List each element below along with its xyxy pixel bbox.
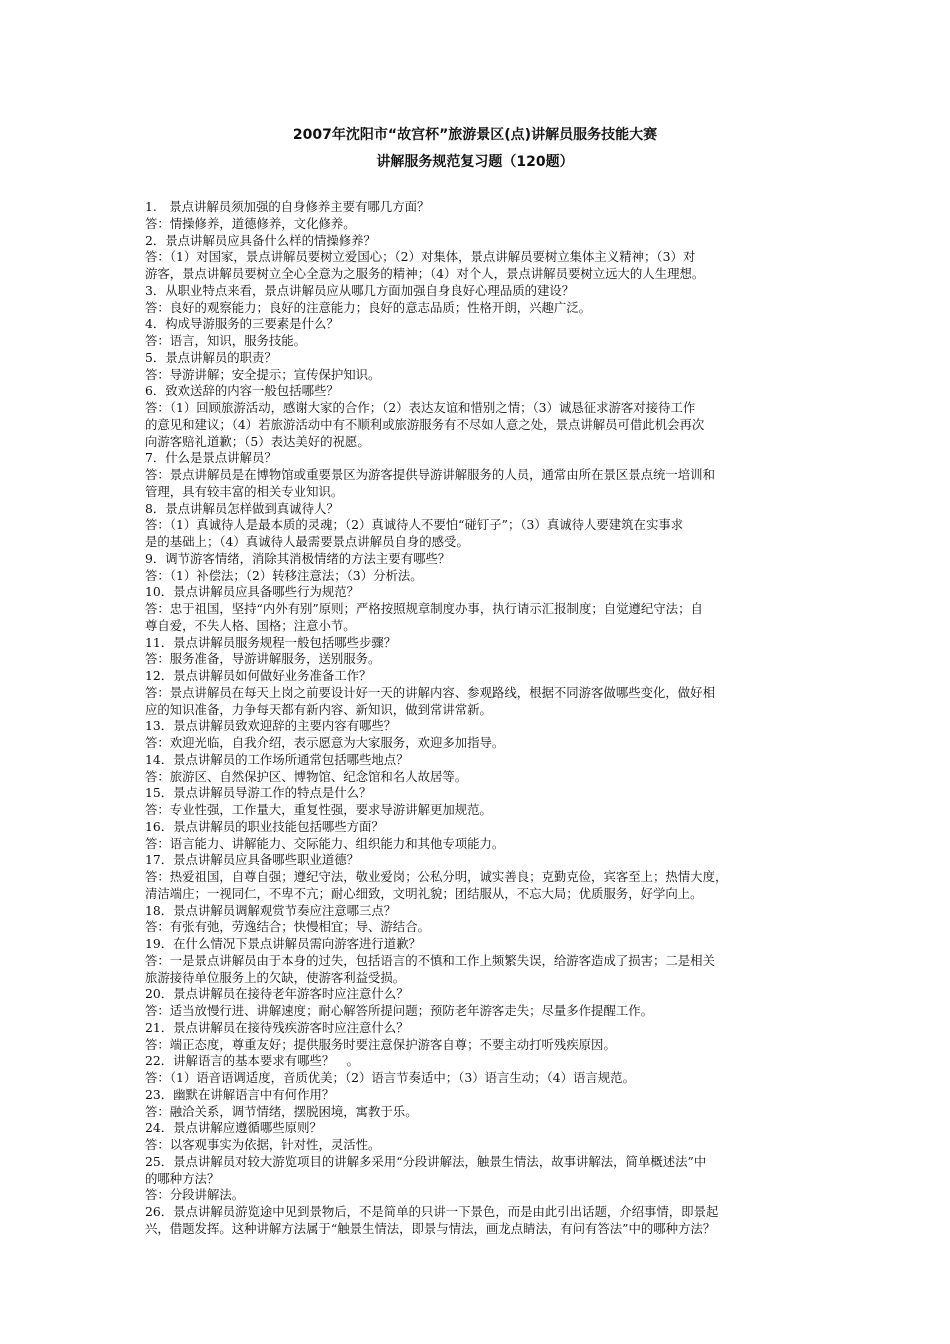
text-line: 22．讲解语言的基本要求有哪些？ 。	[145, 1053, 360, 1069]
text-line: 26．景点讲解员游览途中见到景物后，不是简单的只讲一下景色，而是由此引出话题，介绍事情，即景起	[145, 1204, 719, 1219]
text-line: 11．景点讲解员服务规程一般包括哪些步骤？	[145, 634, 397, 650]
text-line: 答：（1）语音语调适度，音质优美；（2）语言节奏适中；（3）语言生动；（4）语言规范。	[145, 1070, 635, 1085]
text-line: 答：良好的观察能力；良好的注意能力；良好的意志品质；性格开朗，兴趣广泛。	[145, 299, 592, 315]
text-line: 答：欢迎光临，自我介绍，表示愿意为大家服务，欢迎多加指导。	[145, 735, 505, 750]
text-line: 管理，具有较丰富的相关专业知识。	[145, 483, 344, 499]
text-line: 25．景点讲解员对较大游览项目的讲解多采用“分段讲解法，触景生情法，故事讲解法，简单概述法”中	[145, 1153, 707, 1169]
text-line: 2．景点讲解员应具备什么样的情操修养？	[145, 232, 376, 248]
text-line: 答：（1）补偿法；（2）转移注意法；（3）分析法。	[145, 567, 423, 583]
text-line: 4．构成导游服务的三要素是什么？	[145, 316, 339, 332]
text-line: 答：一是景点讲解员由于本身的过失，包括语言的不慎和工作上频繁失误，给游客造成了损害；二是相关	[145, 952, 715, 968]
text-line: 答：语言，知识，服务技能。	[145, 333, 307, 348]
text-line: 游客，景点讲解员要树立全心全意为之服务的精神；（4）对个人，景点讲解员要树立远大的人生理想。	[145, 266, 705, 281]
text-line: 答：忠于祖国，坚持“内外有别”原则；严格按照规章制度办事，执行请示汇报制度；自觉遵纪守法；自	[145, 601, 703, 616]
text-line: 向游客赔礼道歉；（5）表达美好的祝愿。	[145, 433, 370, 449]
text-line: 清洁端庄；一视同仁，不卑不亢；耐心细致，文明礼貌；团结服从，不忘大局；优质服务，好学向上。	[145, 885, 703, 901]
text-line: 答：专业性强，工作量大，重复性强，要求导游讲解更加规范。	[145, 802, 492, 817]
text-line: 17．景点讲解员应具备哪些职业道德？	[145, 852, 360, 868]
text-line: 3．从职业特点来看，景点讲解员应从哪几方面加强自身良好心理品质的建设？	[145, 282, 575, 298]
text-line: 21．景点讲解员在接待残疾游客时应注意什么？	[145, 1019, 409, 1035]
text-line: 答：（1）对国家，景点讲解员要树立爱国心；（2）对集体，景点讲解员要树立集体主义精神；（3）对	[145, 249, 696, 265]
text-line: 23．幽默在讲解语言中有何作用？	[145, 1086, 335, 1102]
document-title: 2007年沈阳市“故宫杯”旅游景区(点)讲解员服务技能大赛	[292, 127, 658, 143]
text-line: 8．景点讲解员怎样做到真诚待人？	[145, 500, 339, 516]
text-line: 答：语言能力、讲解能力、交际能力、组织能力和其他专项能力。	[145, 835, 505, 851]
text-line: 答：适当放慢行进、讲解速度；耐心解答所提问题；预防老年游客走失；尽量多作提醒工作。	[145, 1003, 654, 1018]
text-line: 旅游接待单位服务上的欠缺，使游客利益受损。	[145, 969, 406, 985]
qa-content	[145, 199, 815, 1238]
text-line: 的意见和建议；（4）若旅游活动中有不顺利或旅游服务有不尽如人意之处，景点讲解员可借此机会再次	[145, 416, 705, 432]
text-line: 是的基础上；（4）真诚待人最需要景点讲解员自身的感受。	[145, 534, 469, 549]
text-line: 答：（1）真诚待人是最本质的灵魂；（2）真诚待人不要怕“碰钉子”；（3）真诚待人要建筑在实事求	[145, 517, 684, 533]
text-line: 18．景点讲解员调解观赏节奏应注意哪三点？	[145, 902, 397, 918]
text-line: 兴，借题发挥。这种讲解方法属于“触景生情法，即景与情法，画龙点睛法，有问有答法”中的哪种方法？	[145, 1220, 716, 1236]
text-line: 答：端正态度，尊重友好；提供服务时要注意保护游客自尊；不要主动打听残疾原因。	[145, 1036, 616, 1052]
text-line: 答：旅游区、自然保护区、博物馆、纪念馆和名人故居等。	[145, 768, 468, 784]
text-line: 答：分段讲解法。	[145, 1187, 245, 1203]
text-line: 16．景点讲解员的职业技能包括哪些方面？	[145, 818, 384, 834]
text-line: 24．景点讲解应遵循哪些原则？	[145, 1120, 322, 1136]
text-line: 5．景点讲解员的职责？	[145, 349, 277, 365]
text-line: 答：景点讲解员在每天上岗之前要设计好一天的讲解内容、参观路线，根据不同游客做哪些变化，做好相	[145, 684, 715, 700]
text-line: 19．在什么情况下景点讲解员需向游客进行道歉？	[145, 936, 421, 951]
text-line: 15．景点讲解员导游工作的特点是什么？	[145, 785, 372, 801]
text-line: 14．景点讲解员的工作场所通常包括哪些地点？	[145, 751, 409, 767]
text-line: 答：融洽关系，调节情绪，摆脱困境，寓教于乐。	[145, 1103, 418, 1119]
text-line: 尊自爱，不失人格、国格；注意小节。	[145, 617, 356, 633]
text-line: 答：导游讲解；安全提示；宣传保护知识。	[145, 366, 381, 382]
text-line: 答：情操修养，道德修养，文化修养。	[145, 215, 356, 231]
text-line: 答：（1）回顾旅游活动，感谢大家的合作；（2）表达友谊和惜别之情；（3）诚恳征求游客对接待工作	[145, 400, 696, 415]
text-line: 答：景点讲解员是在博物馆或重要景区为游客提供导游讲解服务的人员，通常由所在景区景点统一培训和	[145, 467, 715, 482]
text-line: 1. 景点讲解员须加强的自身修养主要有哪几方面？	[145, 199, 430, 214]
text-line: 7．什么是景点讲解员？	[145, 450, 277, 466]
document-subtitle: 讲解服务规范复习题（120题）	[376, 154, 574, 170]
text-line: 应的知识准备，力争每天都有新内容、新知识，做到常讲常新。	[145, 701, 492, 717]
text-line: 答：以客观事实为依据，针对性，灵活性。	[145, 1137, 381, 1152]
text-line: 20．景点讲解员在接待老年游客时应注意什么？	[145, 986, 409, 1002]
text-line: 13．景点讲解员致欢迎辞的主要内容有哪些？	[145, 718, 397, 734]
text-line: 6．致欢送辞的内容一般包括哪些？	[145, 383, 339, 399]
text-line: 的哪种方法？	[145, 1170, 220, 1186]
text-line: 10．景点讲解员应具备哪些行为规范？	[145, 584, 360, 600]
text-line: 9．调节游客情绪，消除其消极情绪的方法主要有哪些？	[145, 550, 451, 566]
text-line: 答：有张有弛，劳逸结合；快慢相宜；导、游结合。	[145, 919, 430, 935]
text-line: 12．景点讲解员如何做好业务准备工作？	[145, 668, 372, 683]
text-line: 答：热爱祖国，自尊自强；遵纪守法，敬业爱岗；公私分明，诚实善良；克勤克俭，宾客至上；热情大度，	[145, 869, 728, 884]
text-line: 答：服务准备，导游讲解服务，送别服务。	[145, 651, 381, 667]
